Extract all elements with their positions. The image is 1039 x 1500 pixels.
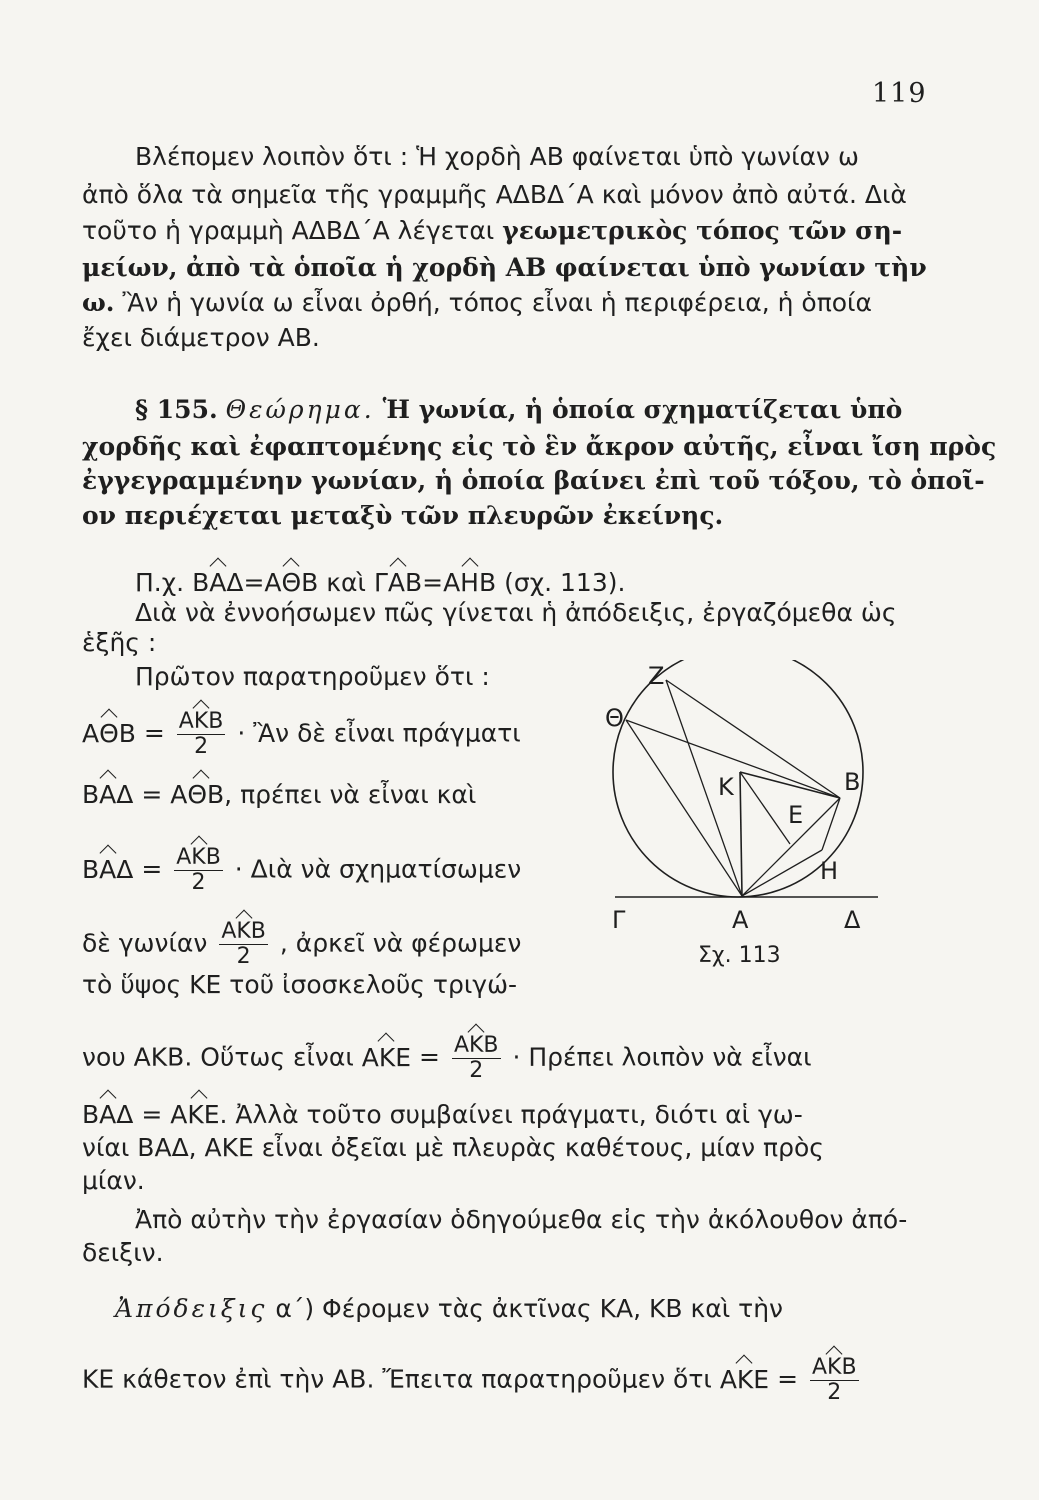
angle-symbol: ΒΑΔ	[192, 568, 244, 597]
text-line: Πρῶτον παρατηροῦμεν ὅτι :	[135, 662, 490, 691]
text-span: πρέπει νὰ εἶναι καὶ	[240, 780, 477, 809]
bold-line: μείων, ἀπὸ τὰ ὁποῖα ἡ χορδὴ AB φαίνεται ὑπὸ γωνίαν τὴν	[82, 253, 927, 282]
equation-line	[82, 846, 582, 895]
angle-symbol: ΒΑΔ	[82, 780, 134, 809]
text-span: · Διὰ νὰ σχηματίσωμεν	[234, 854, 522, 884]
proof-line	[115, 1294, 922, 1324]
equals: =	[777, 1364, 799, 1394]
angle-symbol: ΑΘΒ,	[170, 780, 233, 809]
fraction-denominator: 2	[191, 870, 206, 895]
equation-line	[82, 1034, 922, 1083]
equals: =	[141, 780, 163, 809]
text-line: τὸ ὕψος ΚΕ τοῦ ἰσοσκελοῦς τριγώ-	[82, 970, 518, 999]
theorem-heading	[135, 395, 922, 425]
angle-symbol: ΑΘΒ	[82, 718, 136, 748]
chord-HB	[822, 798, 840, 850]
text-line: Βλέπομεν λοιπὸν ὅτι : Ἡ χορδὴ AB φαίνεται ὑπὸ γωνίαν ω	[135, 142, 859, 171]
equals: =	[143, 718, 165, 748]
text-span: Π.χ.	[135, 568, 185, 597]
fraction-numerator: ΑΚΒ	[811, 1355, 857, 1380]
equals: =	[243, 568, 265, 597]
text-span: Ἀλλὰ τοῦτο συμβαίνει πράγματι, διότι αἱ γω-	[235, 1100, 803, 1129]
fraction-denominator: 2	[236, 944, 251, 969]
label-H: H	[820, 857, 839, 885]
equation-line	[82, 1100, 922, 1130]
chord-ATheta	[626, 720, 742, 896]
text-span: (σχ. 113).	[504, 568, 626, 597]
text-span: · Πρέπει λοιπὸν νὰ εἶναι	[512, 1042, 812, 1072]
angle-symbol: ΑΚΕ	[361, 1042, 412, 1072]
label-Delta: Δ	[844, 906, 861, 934]
text-line: ἀπὸ ὅλα τὰ σημεῖα τῆς γραμμῆς ΑΔΒΔ΄Α καὶ μόνον ἀπὸ αὐτά. Διὰ	[82, 180, 907, 209]
fraction-numerator: ΑΚΒ	[453, 1033, 499, 1058]
equals: =	[141, 854, 163, 884]
text-line: ἑξῆς :	[82, 628, 157, 657]
text-span: Ἂν ἡ γωνία ω εἶναι ὀρθή, τόπος εἶναι ἡ περιφέρεια, ἡ ὁποία	[114, 288, 872, 317]
fraction	[810, 1356, 859, 1405]
theorem-line: ον περιέχεται μεταξὺ τῶν πλευρῶν ἐκείνης.	[82, 501, 724, 530]
label-Z: Z	[648, 662, 665, 690]
label-Theta: Θ	[605, 704, 624, 732]
angle-symbol: ΒΑΔ	[82, 1100, 134, 1129]
text-span: τοῦτο ἡ γραμμὴ ΑΔΒΔ΄Α λέγεται	[82, 216, 503, 245]
text-span: δὲ γωνίαν	[82, 928, 208, 958]
text-line	[82, 288, 922, 318]
bold-term: ω.	[82, 288, 115, 317]
equals: =	[141, 1100, 163, 1129]
text-line: μίαν.	[82, 1166, 145, 1195]
radius-KA	[740, 772, 742, 896]
angle-symbol: ΑΚΕ.	[170, 1100, 228, 1129]
text-line	[82, 216, 922, 246]
equation-line	[82, 1356, 922, 1405]
theorem-line: χορδῆς καὶ ἐφαπτομένης εἰς τὸ ἓν ἄκρον αὐτῆς, εἶναι ἴση πρὸς	[82, 432, 997, 461]
geometry-figure	[600, 660, 900, 970]
text-span: νου ΑΚΒ. Οὕτως εἶναι	[82, 1042, 354, 1072]
proof-word: Ἀπόδειξις	[115, 1294, 268, 1323]
label-K: K	[718, 773, 734, 801]
text-span: , ἀρκεῖ νὰ φέρωμεν	[279, 928, 522, 958]
fraction-denominator: 2	[827, 1380, 842, 1405]
label-B: B	[844, 768, 861, 796]
equals: =	[422, 568, 444, 597]
fraction-denominator: 2	[469, 1058, 484, 1083]
label-A: A	[732, 906, 749, 934]
theorem-text: Ἡ γωνία, ἡ ὁποία σχηματίζεται ὑπὸ	[382, 395, 903, 424]
text-span: ΚΕ κάθετον ἐπὶ τὴν AB. Ἔπειτα παρατηροῦμεν ὅτι	[82, 1364, 712, 1394]
equals: =	[419, 1042, 440, 1072]
example-line	[135, 568, 975, 598]
fraction-numerator: ΑΚΒ	[176, 845, 221, 870]
chord-ZB	[666, 680, 840, 798]
equation-line	[82, 920, 582, 969]
fraction-numerator: ΑΚΒ	[221, 919, 266, 944]
section-number: § 155.	[135, 395, 218, 424]
text-span: καὶ	[326, 568, 366, 597]
fraction-numerator: ΑΚΒ	[178, 709, 224, 734]
angle-symbol: ΑΗΒ	[443, 568, 497, 597]
text-span: α΄) Φέρομεν τὰς ἀκτῖνας ΚΑ, ΚΒ καὶ τὴν	[275, 1294, 784, 1323]
fraction	[452, 1034, 501, 1083]
fraction-denominator: 2	[194, 734, 209, 759]
angle-symbol: ΓΑΒ	[373, 568, 423, 597]
angle-symbol: ΑΚΕ	[719, 1364, 770, 1394]
text-line: νίαι ΒΑΔ, ΑΚΕ εἶναι ὀξεῖαι μὲ πλευρὰς καθέτους, μίαν πρὸς	[82, 1133, 824, 1162]
bold-term: γεωμετρικὸς τόπος τῶν ση-	[502, 216, 903, 245]
label-Gamma: Γ	[612, 906, 626, 934]
text-line: ἔχει διάμετρον AB.	[82, 323, 320, 352]
angle-symbol: ΑΘΒ	[264, 568, 319, 597]
equation-line	[82, 780, 582, 810]
text-line: Ἀπὸ αὐτὴν τὴν ἐργασίαν ὁδηγούμεθα εἰς τὴν ἀκόλουθον ἀπό-	[135, 1205, 908, 1234]
fraction	[219, 920, 268, 969]
fraction	[174, 846, 223, 895]
angle-symbol: ΒΑΔ	[82, 854, 134, 884]
page-number: 119	[872, 78, 927, 109]
text-line: δειξιν.	[82, 1238, 164, 1267]
text-span: · Ἂν δὲ εἶναι πράγματι	[237, 718, 521, 748]
label-E: E	[788, 801, 804, 829]
theorem-line: ἐγγεγραμμένην γωνίαν, ἡ ὁποία βαίνει ἐπὶ τοῦ τόξου, τὸ ὁποῖ-	[82, 466, 985, 495]
figure-caption: Σχ. 113	[698, 943, 781, 968]
text-line: Διὰ νὰ ἐννοήσωμεν πῶς γίνεται ἡ ἀπόδειξις, ἐργαζόμεθα ὡς	[135, 598, 897, 627]
fraction	[177, 710, 226, 759]
equation-line	[82, 710, 582, 759]
theorem-word: Θεώρημα.	[225, 395, 375, 424]
